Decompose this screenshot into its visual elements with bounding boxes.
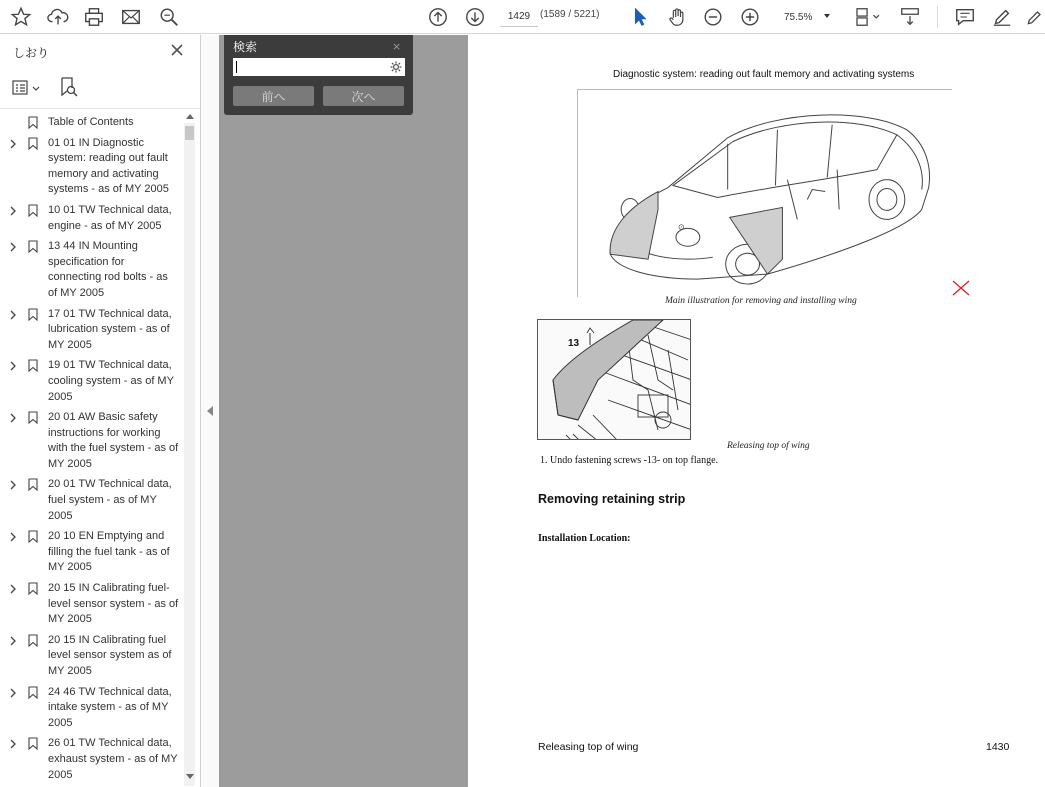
bookmark-flag-icon <box>28 308 38 321</box>
wing-detail-figure <box>537 319 691 440</box>
bookmark-label: 26 01 TW Technical data, exhaust system - as of MY 2005 <box>48 737 178 781</box>
bookmark-label: Table of Contents <box>48 116 134 128</box>
wing-detail-drawing <box>538 320 691 440</box>
page-count: (1589 / 5221) <box>540 9 600 20</box>
bookmark-item[interactable] <box>0 410 183 472</box>
page-header: Diagnostic system: reading out fault memory and activating systems <box>613 69 915 80</box>
search-panel <box>224 35 413 115</box>
red-cross-mark-icon <box>951 279 971 297</box>
bookmark-item[interactable] <box>0 239 183 301</box>
page-display-icon[interactable] <box>853 5 883 29</box>
search-next-button[interactable]: 次へ <box>323 86 404 106</box>
scroll-up-arrow-icon[interactable] <box>186 114 194 119</box>
chevron-right-icon[interactable] <box>9 739 17 749</box>
bookmark-label: 20 15 IN Calibrating fuel level sensor system as of MY 2005 <box>48 633 172 677</box>
chevron-down-icon <box>824 14 830 18</box>
select-cursor-icon[interactable] <box>628 5 652 29</box>
search-previous-button[interactable]: 前へ <box>233 86 314 106</box>
bookmark-label: 20 15 IN Calibrating fuel-level sensor system - as of MY 2005 <box>48 582 179 626</box>
bookmark-label: 17 01 TW Technical data, lubrication system - as of MY 2005 <box>48 307 172 351</box>
page-number-input[interactable]: 1429 <box>500 7 538 27</box>
bookmark-item[interactable] <box>0 203 183 234</box>
bookmark-item[interactable] <box>0 477 183 524</box>
zoom-in-icon[interactable] <box>738 5 762 29</box>
chevron-right-icon[interactable] <box>9 636 17 646</box>
bookmark-flag-icon <box>28 204 38 217</box>
chevron-right-icon[interactable] <box>9 310 17 320</box>
bookmark-flag-icon <box>28 686 38 699</box>
chevron-right-icon[interactable] <box>9 584 17 594</box>
section-heading: Removing retaining strip <box>538 492 686 506</box>
chevron-right-icon[interactable] <box>9 242 17 252</box>
bookmark-list <box>0 115 183 787</box>
bookmarks-toolbar <box>12 77 92 99</box>
chevron-right-icon[interactable] <box>9 139 17 149</box>
bookmark-label: 20 01 AW Basic safety instructions for working with the fuel system - as of MY 2005 <box>48 411 179 470</box>
toolbar <box>0 0 1045 34</box>
chevron-right-icon[interactable] <box>9 413 17 423</box>
bookmark-item[interactable] <box>0 358 183 405</box>
bookmark-item[interactable] <box>0 136 183 198</box>
page-footer-number: 1430 <box>986 741 1010 753</box>
bookmark-label: 20 01 TW Technical data, fuel system - as of MY 2005 <box>48 478 172 522</box>
bookmark-label: 13 44 IN Mounting specification for connecting rod bolts - as of MY 2005 <box>48 240 168 299</box>
print-icon[interactable] <box>82 5 106 29</box>
callout-13-label: 13 <box>568 338 580 349</box>
bookmark-label: 24 46 TW Technical data, intake system - as of MY 2005 <box>48 685 172 729</box>
bookmark-label: 19 01 TW Technical data, cooling system - as of MY 2005 <box>48 359 174 403</box>
svg-text:⊙: ⊙ <box>677 222 685 232</box>
chevron-right-icon[interactable] <box>9 532 17 542</box>
scroll-mode-icon[interactable] <box>897 5 923 29</box>
bookmark-flag-icon <box>28 737 38 750</box>
previous-page-icon[interactable] <box>426 5 450 29</box>
collapse-arrow-icon <box>207 406 213 416</box>
bookmark-item[interactable] <box>0 529 183 576</box>
email-icon[interactable] <box>119 5 143 29</box>
panel-divider <box>0 108 200 109</box>
releasing-top-caption: Releasing top of wing <box>727 441 810 451</box>
text-cursor <box>236 61 237 73</box>
bookmark-item[interactable] <box>0 736 183 783</box>
bookmark-flag-icon <box>28 478 38 491</box>
main-illustration-caption: Main illustration for removing and installing wing <box>665 296 857 306</box>
bookmarks-panel <box>0 35 201 787</box>
bookmark-flag-icon <box>28 530 38 543</box>
next-page-icon[interactable] <box>463 5 487 29</box>
toolbar-divider <box>937 6 938 28</box>
find-bookmark-icon[interactable] <box>59 77 79 97</box>
search-panel-title: 検索 <box>233 40 258 54</box>
chevron-right-icon[interactable] <box>9 206 17 216</box>
highlight-pen-icon[interactable] <box>990 5 1014 29</box>
bookmark-label: 10 01 TW Technical data, engine - as of MY 2005 <box>48 203 172 232</box>
bookmark-label: 20 10 EN Emptying and filling the fuel tank - as of MY 2005 <box>48 530 170 574</box>
bookmark-item[interactable] <box>0 685 183 732</box>
bookmark-scrollbar[interactable] <box>184 123 195 786</box>
bookmark-flag-icon <box>28 359 38 372</box>
installation-location-label: Installation Location: <box>538 533 631 544</box>
bookmark-item[interactable] <box>0 115 183 131</box>
bookmark-flag-icon <box>28 116 38 129</box>
page-footer-title: Releasing top of wing <box>538 741 639 753</box>
bookmark-label: 01 01 IN Diagnostic system: reading out fault memory and activating systems - as of MY 2005 <box>48 136 169 196</box>
search-close-icon[interactable]: × <box>392 40 402 53</box>
options-menu-icon[interactable] <box>12 80 42 96</box>
bookmark-flag-icon <box>28 634 38 647</box>
close-icon[interactable] <box>170 43 184 57</box>
step-1-text: 1. Undo fastening screws -13- on top flange. <box>540 455 719 466</box>
bookmark-star-icon[interactable] <box>9 5 33 29</box>
bookmark-flag-icon <box>28 411 38 424</box>
chevron-right-icon[interactable] <box>9 688 17 698</box>
sign-pen-icon[interactable] <box>1025 5 1045 29</box>
search-input[interactable] <box>233 58 405 76</box>
gear-icon[interactable] <box>390 61 402 73</box>
bookmarks-panel-title: しおり <box>13 46 50 60</box>
bookmark-item[interactable] <box>0 633 183 680</box>
bookmark-flag-icon <box>28 582 38 595</box>
zoom-level-value: 75.5% <box>784 11 813 23</box>
bookmark-flag-icon <box>28 240 38 253</box>
chevron-right-icon[interactable] <box>9 361 17 371</box>
chevron-right-icon[interactable] <box>9 480 17 490</box>
zoom-out-icon[interactable] <box>701 5 725 29</box>
zoom-level-select[interactable] <box>778 7 834 27</box>
scrollbar-thumb[interactable] <box>185 126 194 140</box>
scroll-down-arrow-icon[interactable] <box>186 774 194 779</box>
zoom-search-icon[interactable] <box>157 5 181 29</box>
upload-cloud-icon[interactable] <box>46 5 70 29</box>
car-illustration <box>577 89 952 297</box>
bookmark-flag-icon <box>28 137 38 150</box>
hand-tool-icon[interactable] <box>665 5 689 29</box>
bookmark-item[interactable] <box>0 581 183 628</box>
document-background <box>219 35 468 787</box>
panel-collapse-handle[interactable] <box>201 35 219 787</box>
bookmark-item[interactable] <box>0 307 183 354</box>
comment-icon[interactable] <box>953 5 977 29</box>
